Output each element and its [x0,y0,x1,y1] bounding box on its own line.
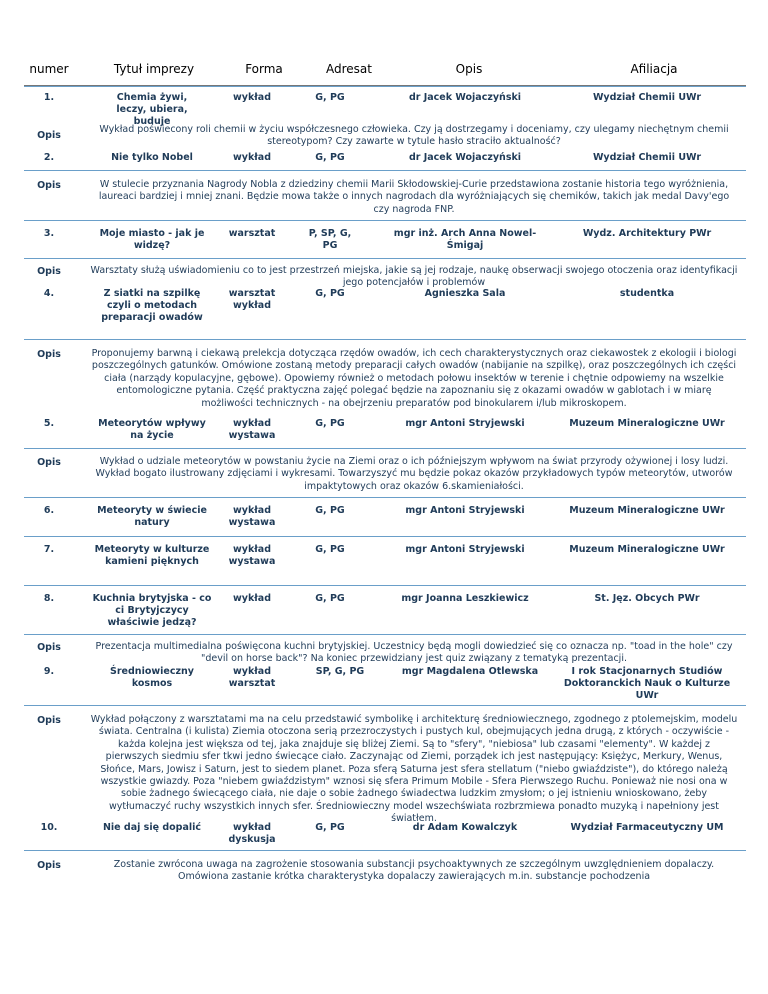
event-person: mgr Magdalena Otlewska [401,666,539,677]
event-person: dr Adam Kowalczyk [412,822,518,833]
event-person: dr Jacek Wojaczyński [408,92,522,103]
row-divider [24,850,746,851]
header-numer: numer [29,62,69,76]
event-form: wykład warsztat [228,666,276,689]
header-opis: Opis [455,62,483,76]
event-title: Moje miasto - jak je widzę? [99,228,205,251]
event-person: mgr Antoni Stryjewski [405,544,525,555]
row-number: 10. [40,822,58,833]
event-description: Wykład o udziale meteorytów w powstaniu życie na Ziemi oraz o ich późniejszym wpływom na świat przyrody ożywionej i losy ludzi. Wykład bogato ilustrowany zdjęciami i wykresami. Towarzyszyć mu będzie pokaz okazów przykładowych typów meteorytów, utworów impaktytowych oraz okazów 6.skamieniałości. [95,456,733,492]
event-form: warsztat [228,228,276,239]
event-audience: G, PG [315,505,345,516]
desc-label: Opis [37,860,61,871]
row-divider [24,220,746,221]
event-title: Średniowieczny kosmos [110,666,194,689]
desc-label: Opis [37,130,61,141]
row-number: 2. [43,152,55,163]
row-number: 4. [43,288,55,299]
row-divider [24,634,746,635]
event-description: Zostanie zwrócona uwaga na zagrożenie stosowania substancji psychoaktywnych ze szczególnym uwzględnieniem dopalaczy. Omówiona zastanie krótka charakterystyka dopalaczy zawierających m.in. substancje pochodzenia [113,859,715,883]
event-audience: P, SP, G, PG [308,228,352,251]
event-audience: G, PG [315,593,345,604]
event-form: wykład [232,152,272,163]
event-form: wykład wystawa [228,544,276,567]
event-description: Warsztaty służą uświadomieniu co to jest przestrzeń miejska, jakie są jej rodzaje, naukę obserwacji swojego otoczenia oraz identyfikacji jego potencjałów i problemów [90,265,738,289]
row-number: 3. [43,228,55,239]
event-audience: SP, G, PG [315,666,365,677]
desc-label: Opis [37,715,61,726]
event-affiliation: Wydz. Architektury PWr [582,228,712,239]
desc-label: Opis [37,349,61,360]
event-form: wykład wystawa [228,418,276,441]
event-title: Meteorytów wpływy na życie [98,418,206,441]
header-afiliacja: Afiliacja [630,62,678,76]
header-adresat: Adresat [326,62,372,76]
row-number: 7. [43,544,55,555]
header-forma: Forma [245,62,283,76]
desc-label: Opis [37,642,61,653]
event-person: mgr Joanna Leszkiewicz [401,593,529,604]
event-affiliation: studentka [619,288,675,299]
event-title: Z siatki na szpilkę czyli o metodach preparacji owadów [101,288,203,323]
event-affiliation: Muzeum Mineralogiczne UWr [569,544,725,555]
row-divider [24,448,746,449]
row-divider [24,258,746,259]
row-divider [24,705,746,706]
row-number: 8. [43,593,55,604]
event-form: wykład wystawa [228,505,276,528]
event-title: Chemia żywi, leczy, ubiera, buduje [116,92,188,127]
event-form: wykład [232,593,272,604]
desc-label: Opis [37,180,61,191]
event-affiliation: St. Jęz. Obcych PWr [594,593,700,604]
event-affiliation: Wydział Chemii UWr [592,92,702,103]
event-description: Proponujemy barwną i ciekawą prelekcja dotycząca rzędów owadów, ich cech charakterystycznych oraz ciekawostek z ekologii i biologi poszczególnych gatunków. Omówione zostaną metody preparacji całych owadów (nabijanie na szpilkę), oraz poszczególnych ich części ciała (narządy kopulacyjne, gębowe). Opowiemy również o metodach połowu insektów w terenie i chętnie odpowiemy na wszelkie entomologiczne pytania. Część praktyczna zajęć polegać będzie na zapoznaniu się z okazami owadów w gablotach i w miarę możliwości technicznych - na obejrzeniu preparatów pod binokularem i/lub mikroskopem. [91,348,737,409]
event-audience: G, PG [315,822,345,833]
event-person: mgr inż. Arch Anna Nowel-Śmigaj [393,228,537,251]
desc-label: Opis [37,266,61,277]
event-affiliation: I rok Stacjonarnych Studiów Doktoranckich Nauk o Kulturze UWr [563,666,731,701]
row-divider [24,86,746,87]
desc-label: Opis [37,457,61,468]
row-number: 6. [43,505,55,516]
event-affiliation: Muzeum Mineralogiczne UWr [569,505,725,516]
event-affiliation: Muzeum Mineralogiczne UWr [569,418,725,429]
event-person: dr Jacek Wojaczyński [408,152,522,163]
event-title: Kuchnia brytyjska - co ci Brytyjczycy właściwie jedzą? [92,593,212,628]
event-description: Prezentacja multimedialna poświęcona kuchni brytyjskiej. Uczestnicy będą mogli dowiedzieć się co oznacza np. "toad in the hole" czy "devil on horse back"? Na koniec przewidziany jest quiz związany z tematyką prezentacji. [95,641,733,665]
event-person: mgr Antoni Stryjewski [405,505,525,516]
event-person: Agnieszka Sala [424,288,506,299]
row-divider [24,339,746,340]
row-divider [24,497,746,498]
event-audience: G, PG [315,418,345,429]
event-title: Nie daj się dopalić [102,822,202,833]
row-number: 5. [43,418,55,429]
event-form: warsztat wykład [228,288,276,311]
event-form: wykład dyskusja [228,822,276,845]
event-title: Meteoryty w świecie natury [97,505,207,528]
event-description: W stulecie przyznania Nagrody Nobla z dziedziny chemii Marii Skłodowskiej-Curie przedstawiona zostanie historia tego wyróżnienia, laureaci bardziej i mniej znani. Będzie mowa także o innych nagrodach dla wyróżniających się chemików, takich jak medal Davy'ego czy nagroda FNP. [98,179,730,215]
event-audience: G, PG [315,152,345,163]
event-audience: G, PG [315,544,345,555]
event-affiliation: Wydział Farmaceutyczny UM [570,822,724,833]
row-divider [24,170,746,171]
row-divider [24,536,746,537]
event-audience: G, PG [315,92,345,103]
header-title: Tytuł imprezy [113,62,195,76]
event-title: Nie tylko Nobel [111,152,193,163]
event-form: wykład [232,92,272,103]
table-header [24,62,746,84]
event-person: mgr Antoni Stryjewski [405,418,525,429]
event-affiliation: Wydział Chemii UWr [592,152,702,163]
event-title: Meteoryty w kulturze kamieni pięknych [94,544,210,567]
event-audience: G, PG [315,288,345,299]
row-number: 1. [43,92,55,103]
event-description: Wykład połączony z warsztatami ma na celu przedstawić symbolikę i architekturę średniowiecznego, zgodnego z ptolemejskim, modelu świata. Centralna (i kulista) Ziemia otoczona serią przezroczystych i pustych kul, obejmujących jedna drugą, z których - oczywiście - każda kolejna jest większa od tej, jaka znajduje się bliżej Ziemi. Są to "sfery", "niebiosa" lub czasami "elementy". W każdej z pierwszych siedmiu sfer tkwi jedno świecące ciało. Zaczynając od Ziemi, porządek ich jest następujący: Księżyc, Merkury, Wenus, Słońce, Mars, Jowisz i Saturn, jest to siedem planet. Poza sferą Saturna jest sfera stellatum ("niebo gwiaździste"), do którego należą wszystkie gwiazdy. Poza "niebem gwiaździstym" wznosi się sfera Primum Mobile - Sfera Pierwszego Ruchu. Ponieważ nie nosi ona w sobie żadnego świecącego ciała, nie daje o sobie żadnego świadectwa ludzkim zmysłom; o jej istnieniu wnioskowano, żeby wytłumaczyć ruchy wszystkich innych sfer. Średniowieczny model wszechświata rozbrzmiewa ponadto muzyką i napełniony jest światłem. [90,714,738,825]
row-number: 9. [43,666,55,677]
event-description: Wykład poświecony roli chemii w życiu współczesnego człowieka. Czy ją dostrzegamy i doceniamy, czy ulegamy niechętnym chemii stereotypom? Czy zawarte w tytule hasło straciło aktualność? [99,124,729,148]
row-divider [24,585,746,586]
